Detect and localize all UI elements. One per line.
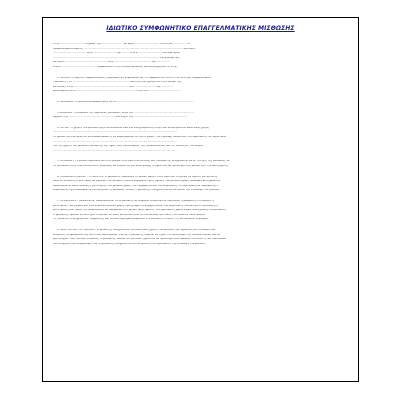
intro-line: ........................................ οδός ........................... αρ. ......... Α.Φ.Μ ............................ και αφετέρου <box>53 52 181 55</box>
section-line: μην ενοχλεί τους λοιπούς ενοίκους. Ο μισθωτής ευθύνεται για κάθε ζημία που θα προκληθεί από αμέλεια του ίδιου ή των προσώπων <box>53 238 227 241</box>
section-line: ...................................................................................................................................................... <box>53 149 177 152</box>
section-line: ...................................................................................................................................................... <box>53 131 177 134</box>
section-line: 4. ΧΡΗΣΗ: Η χρήση του μισθίου ορίζεται αποκλειστικά για επαγγελματική στέγη και απαγορεύεται κάθε άλλη χρήση <box>57 126 210 129</box>
section-line: μετατροπή των χώρων και των εγκαταστάσεων χωρίς προηγούμενη έγγραφη άδεια του εκμισθωτή. Οποιαδήποτε προσθήκη ή <box>53 204 218 207</box>
section-line: 8. ΚΑΛΗ ΧΡΗΣΗ ΤΟΥ ΜΙΣΘΙΟΥ: Ο μισθωτής υποχρεούται να κάνει καλή χρήση του μισθίου, διατηρώντας αυτό καθαρό και <box>57 229 216 231</box>
section-line: Τις δαπάνες κοινοχρήστων, θέρμανσης και λοιπών παροχών βαρύνουν τον μισθωτή ο οποίος τις καταβάλλει εγκαίρως. <box>53 218 210 221</box>
section-line: Απαγορεύεται κάθε αλλαγή ή μετατροπή του μισθίου χωρίς την έγγραφη άδεια του εκμισθωτή, σε περίπτωση δε παράβασης ο <box>53 184 219 187</box>
section-line: που ενεργούν για λογαριασμό του. Ο μισθωτής υποχρεούται να επιτρέπει στον εκμισθωτή την επίσκεψη του μισθίου. <box>53 242 206 245</box>
section-line: 6. ΠΑΡΑΛΑΒΗ ΜΙΣΘΙΟΥ - ΕΠΙΣΚΕΥΕΣ: Ο μισθωτής παρέλαβε το μίσθιο αφού το εξέτασε και το βρήκε σε άριστη κατάσταση, <box>57 175 218 178</box>
intro-line: Α.Φ.Μ .......................................... συμφώνησαν στην κάτωθι μίσθωση και αποδέχθηκαν τα εξής: <box>53 66 178 68</box>
section-line: 3. ΔΙΑΡΚΕΙΑ: Η διάρκεια της παρούσας μίσθωσης ορίζεται .......................................................................... <box>57 111 195 114</box>
section-line: 5. ΑΠΟΔΟΣΗ: Το μίσθιο παραδίδεται στον μισθωτή σε καλή κατάσταση και ο μισθωτής υποχρεούται κατά τη λήξη της μίσθωσης να <box>57 160 230 163</box>
section-line: κατοικίας στην .................................................................. οδό .......................... αρ. .............. <box>53 85 174 88</box>
section-line: κάθε δε επισκευή ή βελτίωση θα βαρύνει τον μισθωτή και θα παραμένει προς όφελος του μισθίου χωρίς δικαίωμα αποζημίωσης. <box>53 180 221 183</box>
intro-line: ................................................................................................................................. επαγγελματίας <box>53 56 180 59</box>
intro-line: κάτοικος .................................................. οδός ............................................ αρ. ............... <box>53 61 170 64</box>
section-line: 2. ΜΙΣΘΩΜΑ: Το μηνιαίο μίσθωμα ορίζεται σε ............................................................................................. <box>57 101 194 103</box>
section-line: Ο μισθωτής οφείλει να διατηρεί το μίσθιο σε καλή κατάσταση και να επισκευάζει με δικές του δαπάνες κάθε φθορά. <box>53 213 206 216</box>
section-line: ...................................................................................................................................................... <box>53 140 177 143</box>
section-line: ευπρεπές, διαφυλάσσοντας αυτό από κάθε φθορά. Επίσης ο μισθωτής οφείλει να τηρεί τον κανονισμό της πολυκατοικίας και να <box>53 233 221 236</box>
section-line: Το μίσθιο δεν επιτρέπεται να υπεκμισθωθεί ή να παραχωρηθεί σε τρίτο χωρίς την έγγραφη συναίνεση του εκμισθωτή. Σε περίπτωση <box>53 136 227 138</box>
section-line: το αποδώσει στην ίδια κατάσταση, ειδάλλως θα ευθύνεται για κάθε βλάβη ή ζημία που θα προκληθεί στο μίσθιο από την κακή χρήση. <box>53 165 229 167</box>
section-line: εκμισθωτής έχει δικαίωμα να καταγγείλει τη μίσθωση. Επίσης ο μισθωτής υποχρεούται να επιτρέπει την επίσκεψη του μισθίου. <box>53 189 220 192</box>
section-line: κρατούμενο κενό ........................................................................ στην οδό ...................................... <box>53 90 181 93</box>
intro-line: Στην .............................. σήμερα την ........................ του μήνα ............................. του έτους ................ οι <box>53 43 191 45</box>
contract-page <box>42 17 359 382</box>
section-line: Αρχίζει την ........................................................ και λήγει την ................................................................ <box>53 116 187 119</box>
section-line: Για την χρήση του μισθίου ο μισθωτής θα τηρεί τους κανονισμούς της πολυκατοικίας και τις διατάξεις του νόμου. <box>53 145 204 148</box>
section-line: μετατροπή γίνει παρά την απαγόρευση θα παραμένει στο μίσθιο προς όφελος του εκμισθωτή χωρίς καμία αποζημίωση του μισθωτή. <box>53 209 227 212</box>
document-title: ΙΔΙΩΤΙΚΟ ΣΥΜΦΩΝΗΤΙΚΟ ΕΠΑΓΓΕΛΜΑΤΙΚΗΣ ΜΙΣΘΩΣΗΣ <box>106 25 295 32</box>
intro-line: συμβαλλόμενοι αφενός ........................................................................................................................ κάτοικος <box>53 47 196 50</box>
section-line: 1. ΜΙΣΘΙΟ: Ο πρώτος συμβαλλόμενος (εκμισθωτής) εκμισθώνει με το συμφωνητικό αυτό στον δεύτερο συμβαλλόμενο <box>57 76 211 79</box>
section-line: 7. ΠΡΟΣΘΗΚΕΣ - ΑΦΑΙΡΕΣΕΙΣ: Απαγορεύεται στον μισθωτή να επιφέρει οποιαδήποτε προσθήκη ή αφαίρεση στο μίσθιο, η <box>57 200 214 202</box>
section-line: ( μισθωτή ) το ..................................................................... ακίνητο που βρίσκεται στον όροφο της <box>53 81 182 84</box>
